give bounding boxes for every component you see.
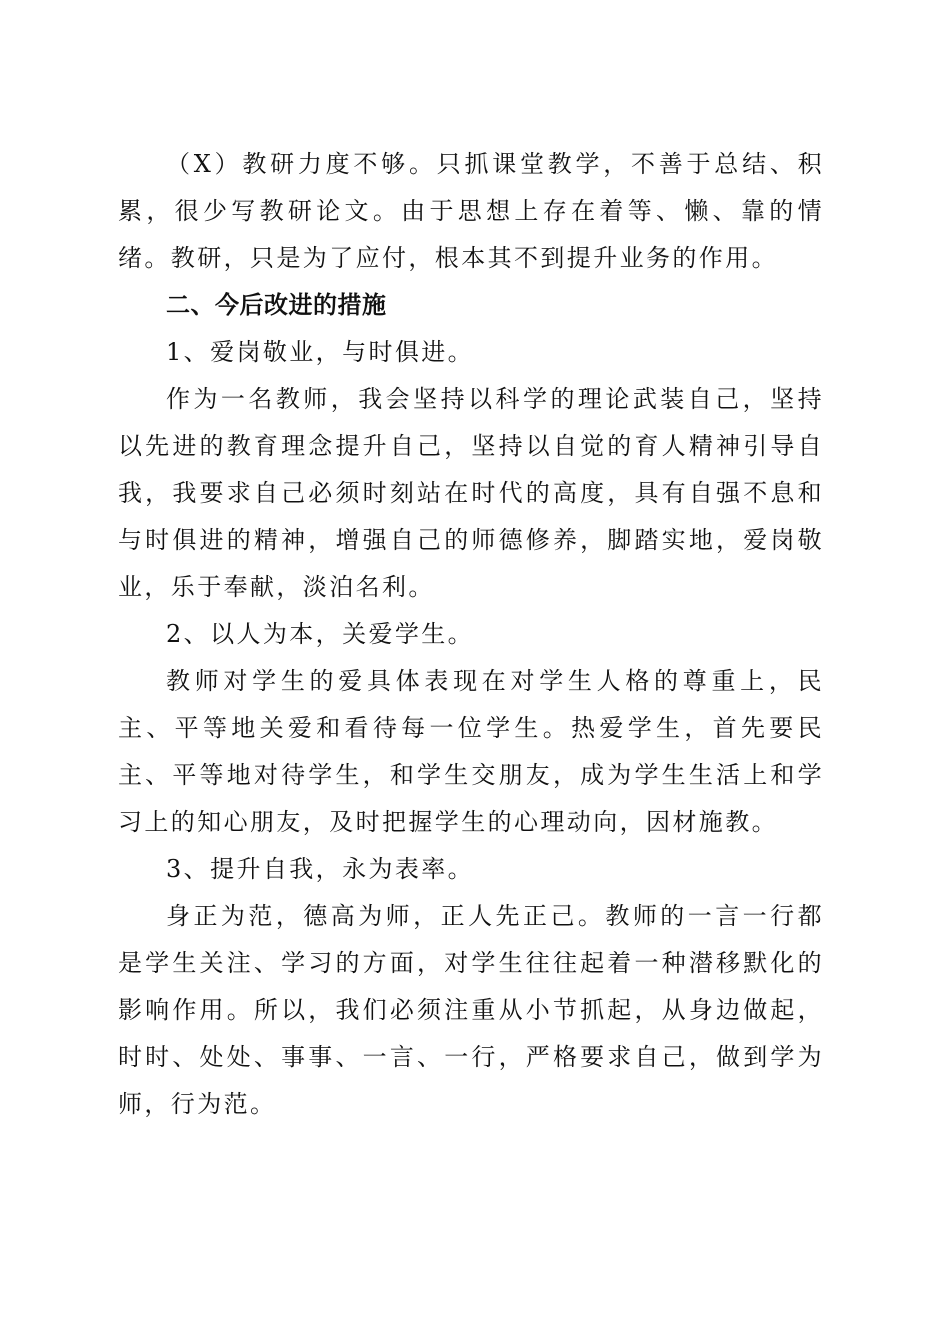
section-heading-improvement-measures: 二、今后改进的措施 bbox=[166, 291, 387, 319]
item-1-title: 1、爱岗敬业，与时俱进。 bbox=[166, 338, 475, 366]
item-3-title: 3、提升自我，永为表率。 bbox=[166, 855, 475, 883]
item-2-title: 2、以人为本，关爱学生。 bbox=[166, 620, 475, 648]
item-1-body: 作为一名教师，我会坚持以科学的理论武装自己，坚持以先进的教育理念提升自己，坚持以自觉的育人精神引导自我，我要求自己必须时刻站在时代的高度，具有自强不息和与时俱进的精神，增强自己的师德修养，脚踏实地，爱岗敬业，乐于奉献，淡泊名利。 bbox=[118, 385, 824, 601]
item-2-body: 教师对学生的爱具体表现在对学生人格的尊重上，民主、平等地关爱和看待每一位学生。热爱学生，首先要民主、平等地对待学生，和学生交朋友，成为学生生活上和学习上的知心朋友，及时把握学生的心理动向，因材施教。 bbox=[118, 667, 824, 836]
document-body bbox=[118, 141, 824, 1128]
item-3-body: 身正为范，德高为师，正人先正己。教师的一言一行都是学生关注、学习的方面，对学生往往起着一种潜移默化的影响作用。所以，我们必须注重从小节抓起，从身边做起，时时、处处、事事、一言、一行，严格要求自己，做到学为师，行为范。 bbox=[118, 902, 824, 1118]
paragraph-teaching-research: （X）教研力度不够。只抓课堂教学，不善于总结、积累，很少写教研论文。由于思想上存在着等、懒、靠的情绪。教研，只是为了应付，根本其不到提升业务的作用。 bbox=[118, 150, 824, 272]
